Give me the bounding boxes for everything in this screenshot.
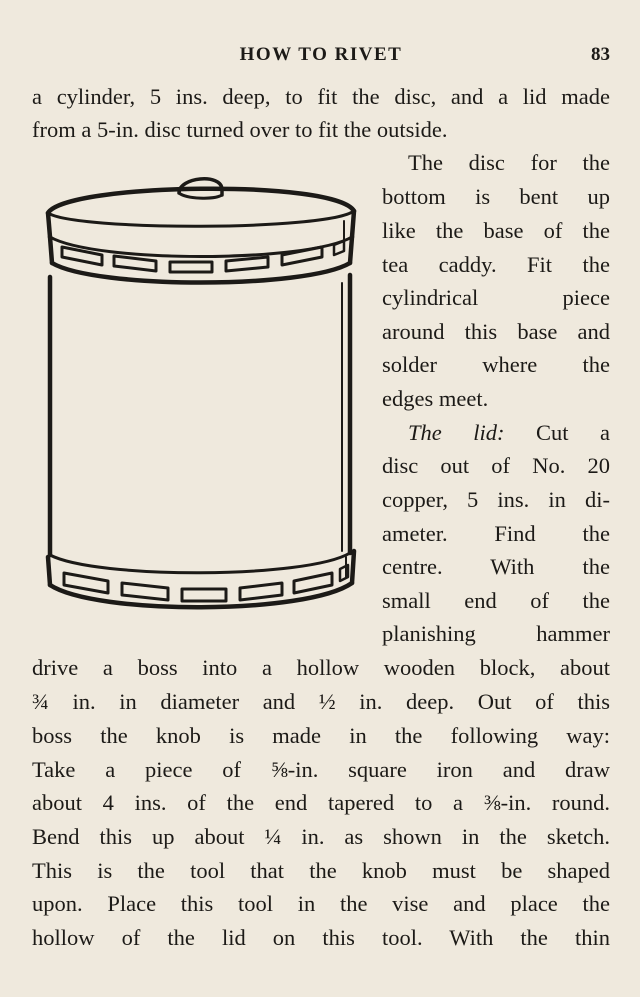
text-line: about 4 ins. of the end tapered to a ⅜-in. round.: [32, 790, 610, 815]
text-line: ¾ in. in diameter and ½ in. deep. Out of this: [32, 689, 610, 714]
text-run: Cut a: [504, 420, 610, 445]
text-line: bottom is bent up: [382, 184, 610, 209]
text-line: planishing hammer: [382, 621, 610, 646]
text-line: upon. Place this tool in the vise and place the: [32, 891, 610, 916]
text-line: solder where the: [382, 352, 610, 377]
text-line: edges meet.: [382, 386, 489, 411]
text-line: small end of the: [382, 588, 610, 613]
text-line: drive a boss into a hollow wooden block, about: [32, 655, 610, 680]
text-line: hollow of the lid on this tool. With the thin: [32, 925, 610, 950]
text-line: The disc for the: [408, 150, 610, 175]
text-line: like the base of the: [382, 218, 610, 243]
canister-illustration: [36, 165, 366, 635]
text-line: disc out of No. 20: [382, 453, 610, 478]
page-number: 83: [591, 44, 610, 65]
text-line: [408, 418, 610, 448]
text-line: around this base and: [382, 319, 610, 344]
text-line: ameter. Find the: [382, 521, 610, 546]
text-line: cylindrical piece: [382, 285, 610, 310]
text-line: tea caddy. Fit the: [382, 252, 610, 277]
text-line: a cylinder, 5 ins. deep, to fit the disc, and a lid made: [32, 84, 610, 109]
text-line: copper, 5 ins. in di-: [382, 487, 610, 512]
text-line: from a 5-in. disc turned over to fit the outside.: [32, 117, 448, 142]
text-line: centre. With the: [382, 554, 610, 579]
text-line: This is the tool that the knob must be shaped: [32, 858, 610, 883]
page-header: [32, 40, 610, 70]
running-head: HOW TO RIVET: [239, 44, 403, 65]
text-line: Take a piece of ⅝-in. square iron and draw: [32, 757, 610, 782]
text-line: boss the knob is made in the following way:: [32, 723, 610, 748]
text-line: Bend this up about ¼ in. as shown in the sketch.: [32, 824, 610, 849]
italic-run-in: The lid:: [408, 420, 505, 445]
